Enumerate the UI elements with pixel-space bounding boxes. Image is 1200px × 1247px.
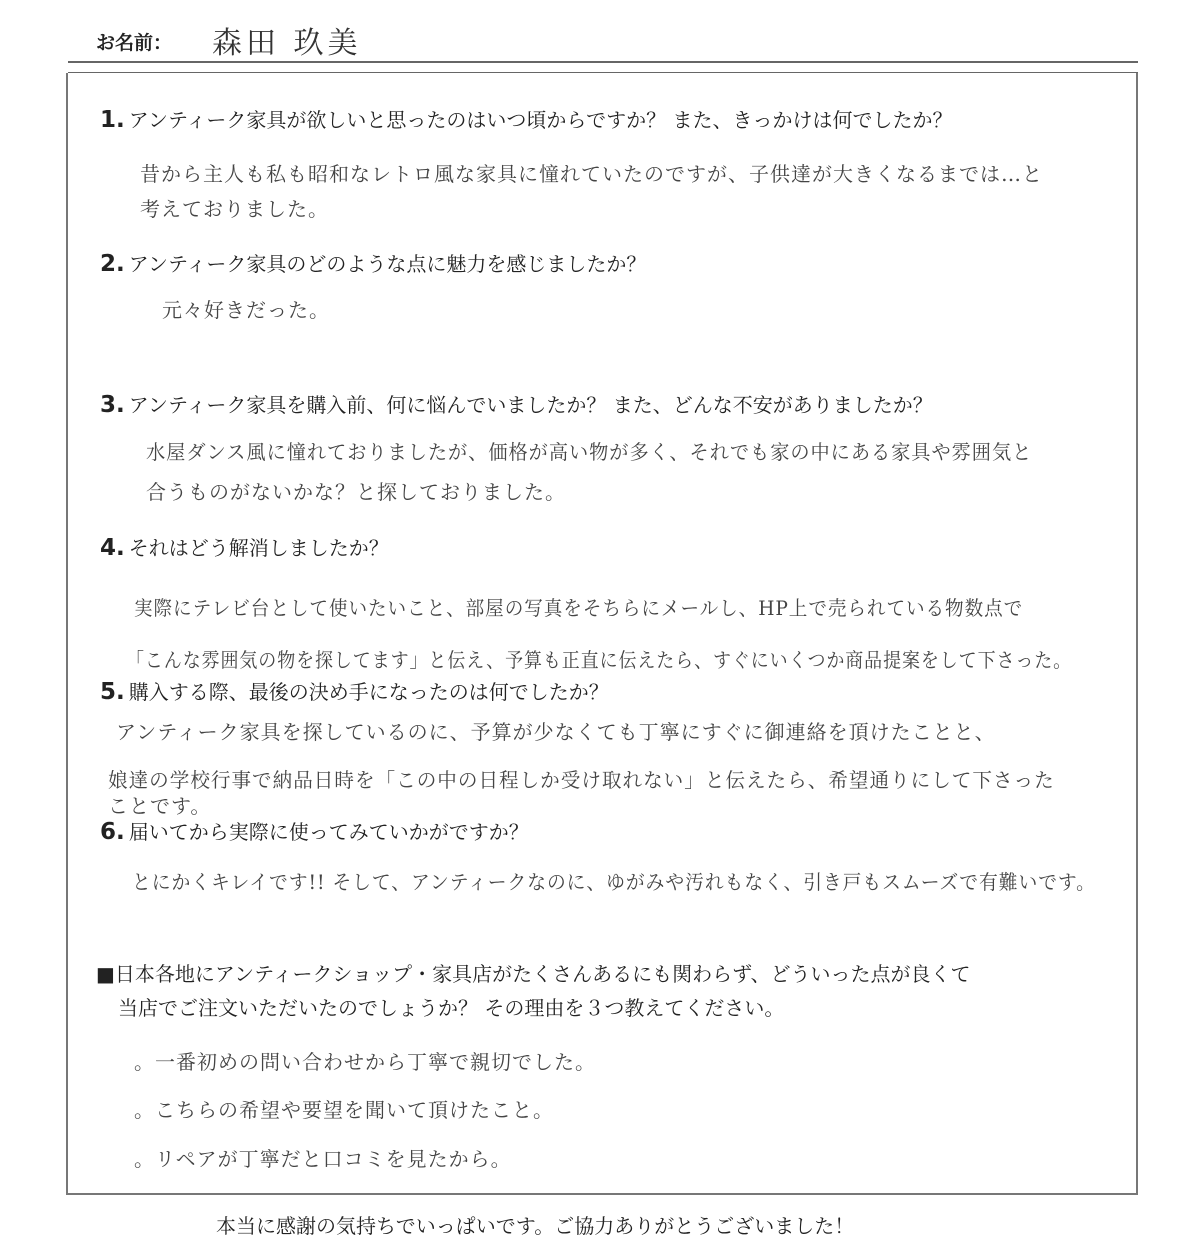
question-text: 購入する際、最後の決め手になったのは何でしたか？	[128, 680, 609, 704]
answer-line: 水屋ダンス風に憧れておりましたが、価格が高い物が多く、それでも家の中にある家具や雰囲気と	[146, 440, 1033, 464]
answer-line: とにかくキレイです!! そして、アンティークなのに、ゆがみや汚れもなく、引き戸もスムーズで有難いです。	[132, 870, 1096, 894]
reason-item: 。一番初めの問い合わせから丁寧で親切でした。	[134, 1050, 596, 1074]
divider	[68, 72, 1138, 73]
question-text: アンティーク家具が欲しいと思ったのはいつ頃からですか？ また、きっかけは何でしたか？	[128, 108, 953, 132]
question-4	[100, 532, 389, 561]
answer-line: 昔から主人も私も昭和なレトロ風な家具に憧れていたのですが、子供達が大きくなるまでは…と	[140, 162, 1043, 186]
reason-item: 。こちらの希望や要望を聞いて頂けたこと。	[134, 1098, 554, 1122]
question-number: 6.	[100, 819, 125, 845]
question-6	[100, 816, 529, 845]
question-number: 2.	[100, 251, 125, 277]
answer-line: 娘達の学校行事で納品日時を「この中の日程しか受け取れない」と伝えたら、希望通りにして下さった	[108, 768, 1055, 792]
question-3	[100, 389, 933, 418]
question-text: それはどう解消しましたか？	[128, 536, 389, 560]
question-text: 届いてから実際に使ってみていかがですか？	[128, 820, 529, 844]
divider	[68, 61, 1138, 63]
closing-message: 本当に感謝の気持ちでいっぱいです。ご協力ありがとうございました！	[216, 1214, 855, 1238]
answer-line: ことです。	[108, 794, 212, 818]
question-number: 1.	[100, 107, 125, 133]
question-5	[100, 676, 609, 705]
answer-line: 実際にテレビ台として使いたいこと、部屋の写真をそちらにメールし、HP上で売られている物数点で	[134, 596, 1024, 620]
question-text: アンティーク家具のどのような点に魅力を感じましたか？	[128, 252, 647, 276]
answer-line: アンティーク家具を探しているのに、予算が少なくても丁寧にすぐに御連絡を頂けたことと、	[116, 720, 996, 744]
reason-item: 。リペアが丁寧だと口コミを見たから。	[134, 1147, 512, 1171]
answer-line: 「こんな雰囲気の物を探してます」と伝え、予算も正直に伝えたら、すぐにいくつか商品提案をして下さった。	[126, 648, 1073, 672]
question-1	[100, 104, 953, 133]
reasons-intro: ■日本各地にアンティークショップ・家具店がたくさんあるにも関わらず、どういった点が良くて	[96, 962, 971, 986]
question-number: 4.	[100, 535, 125, 561]
name-label: お名前：	[96, 32, 173, 54]
questionnaire-box	[66, 73, 1138, 1195]
answer-line: 元々好きだった。	[162, 298, 330, 322]
answer-line: 合うものがないかな？と探しておりました。	[146, 480, 566, 504]
question-text: アンティーク家具を購入前、何に悩んでいましたか？ また、どんな不安がありましたか？	[128, 393, 933, 417]
question-2	[100, 248, 646, 277]
question-number: 3.	[100, 392, 125, 418]
name-value: 森田 玖美	[212, 26, 362, 61]
answer-line: 考えておりました。	[140, 197, 329, 221]
reasons-intro: 当店でご注文いただいたのでしょうか？ その理由を３つ教えてください。	[118, 996, 785, 1020]
question-number: 5.	[100, 679, 125, 705]
